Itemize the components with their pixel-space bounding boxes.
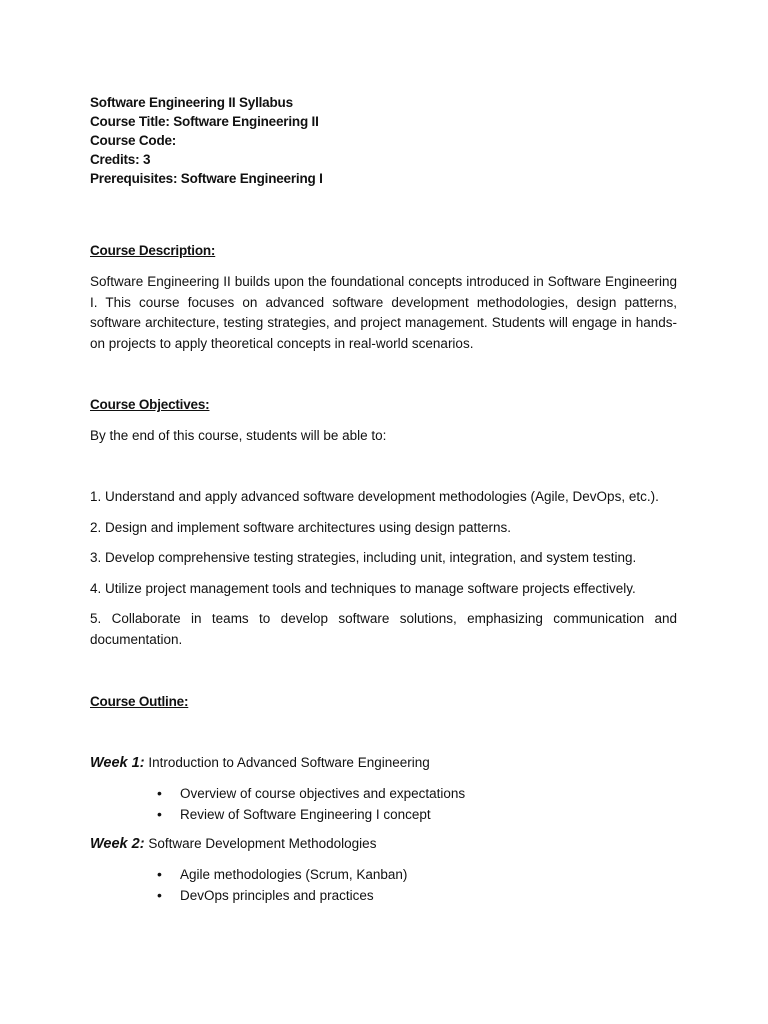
week-heading: [90, 834, 677, 854]
document-content: [90, 93, 677, 906]
bullet-icon: •: [157, 784, 162, 801]
list-item: [90, 783, 677, 804]
prerequisites-line: Prerequisites: Software Engineering I: [90, 171, 323, 186]
course-objectives-intro: By the end of this course, students will be able to:: [90, 428, 387, 444]
week-block: [90, 834, 677, 906]
week-label: Week 2:: [90, 835, 145, 852]
course-objectives-heading: Course Objectives:: [90, 397, 210, 413]
topic-text: Overview of course objectives and expectations: [180, 785, 466, 801]
week-topics: [90, 783, 677, 825]
objective-item: 2. Design and implement software architectures using design patterns.: [90, 519, 511, 535]
course-outline-heading: Course Outline:: [90, 693, 189, 709]
course-code-line: Course Code:: [90, 133, 177, 148]
week-block: [90, 753, 677, 825]
objective-item: 3. Develop comprehensive testing strategies, including unit, integration, and system testing.: [90, 550, 637, 566]
week-title: Software Development Methodologies: [148, 835, 377, 851]
bullet-icon: •: [157, 805, 162, 822]
week-label: Week 1:: [90, 754, 145, 771]
bullet-icon: •: [157, 865, 162, 882]
course-title-line: Course Title: Software Engineering II: [90, 114, 319, 129]
week-heading: [90, 753, 677, 773]
course-description-text: Software Engineering II builds upon the foundational concepts introduced in Software Engineering I. This course focuses on advanced software development methodologies, design patterns, software architecture, testing strategies, and project management. Students will engage in hands-on projects to apply theoretical concepts in real-world scenarios.: [90, 274, 677, 351]
list-item: [90, 804, 677, 825]
objective-item: 5. Collaborate in teams to develop software solutions, emphasizing communication and documentation.: [90, 611, 677, 647]
syllabus-title: Software Engineering II Syllabus: [90, 95, 293, 110]
week-topics: [90, 864, 677, 906]
objectives-list: [90, 487, 677, 651]
course-description-heading: Course Description:: [90, 243, 216, 258]
topic-text: Agile methodologies (Scrum, Kanban): [180, 866, 408, 882]
week-title: Introduction to Advanced Software Engineering: [148, 754, 430, 770]
objective-item: 1. Understand and apply advanced software development methodologies (Agile, DevOps, etc.).: [90, 488, 659, 504]
objective-item: 4. Utilize project management tools and techniques to manage software projects effectively.: [90, 580, 636, 596]
credits-line: Credits: 3: [90, 152, 151, 167]
topic-text: Review of Software Engineering I concept: [180, 806, 431, 822]
syllabus-header: [90, 93, 677, 188]
list-item: [90, 864, 677, 885]
topic-text: DevOps principles and practices: [180, 887, 374, 903]
list-item: [90, 885, 677, 906]
bullet-icon: •: [157, 886, 162, 903]
